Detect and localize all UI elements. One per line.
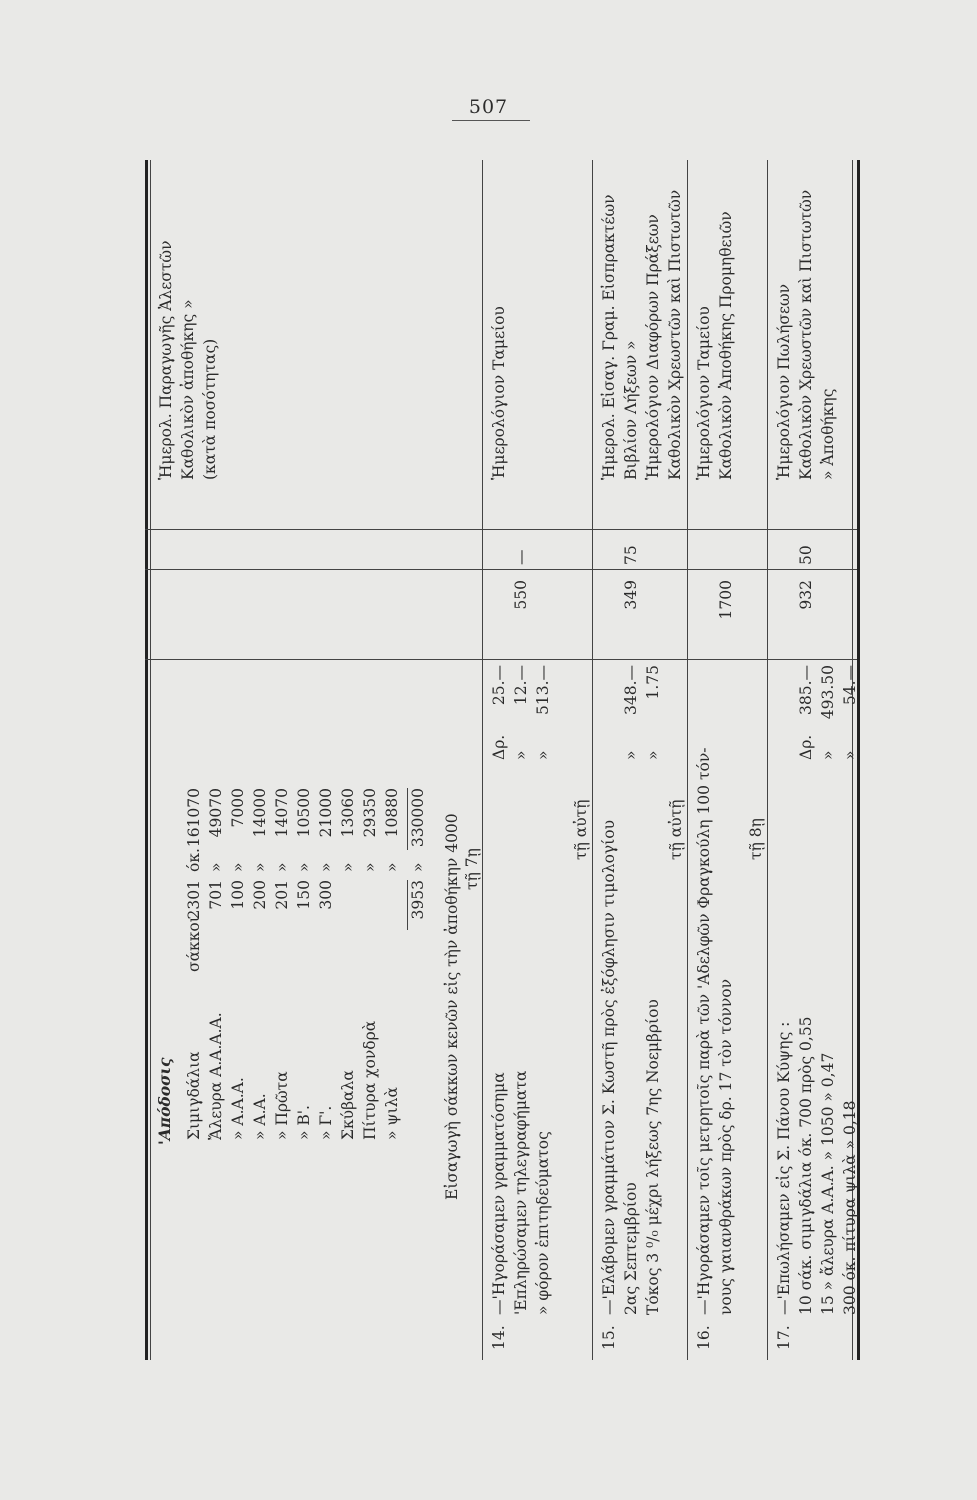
goods-okes: 7000 [229, 788, 247, 828]
entry-line-currency: Δρ. [490, 734, 508, 760]
entry-date: τῇ αὐτῇ [572, 799, 590, 860]
entry-line-text: » φόρον ἐπιτηδεύματος [534, 1131, 552, 1315]
page-number: 507 [468, 96, 509, 118]
goods-mul: » [229, 862, 247, 872]
goods-okes: 21000 [317, 788, 335, 838]
goods-okes: 49070 [207, 788, 225, 838]
entry-account: Καθολικὸν Χρεωστῶν καὶ Πιστωτῶν [666, 189, 684, 480]
entry-total: 1700 [717, 580, 735, 620]
entry-line-currency: » [534, 750, 552, 760]
entry-account: Ἡμερολόγιον Διαφόρων Πράξεων [644, 214, 662, 480]
entry-line-amount: 12.— [512, 665, 530, 706]
entry-number: 15. [600, 1325, 618, 1350]
entry-line-text: —'Ηγοράσαμεν τοῖς μετρητοῖς παρὰ τῶν 'Αδελφῶν Φραγκούλη 100 τόν- [695, 747, 713, 1315]
entry-line-text: —'Ηγοράσαμεν γραμματόσημα [490, 1072, 508, 1315]
goods-mul: » [251, 862, 269, 872]
header-account-2: Καθολικὸν ἀποθήκης » [179, 299, 197, 480]
date-label-14: τῇ 7ῃ [463, 848, 481, 890]
column-divider-dec [145, 529, 857, 530]
entry-account: Βιβλίον Λήξεων » [622, 340, 640, 480]
entry-account: » Ἀποθήκης [819, 388, 837, 480]
entry-line-currency: » [819, 750, 837, 760]
goods-okes: 10500 [295, 788, 313, 838]
entry-number: 14. [490, 1325, 508, 1350]
goods-mul: » [295, 862, 313, 872]
goods-sacks: 100 [229, 880, 247, 910]
entry-line-text: 15 » ἄλευρα Α.Α.Α. » 1050 » 0,47 [819, 1052, 837, 1315]
entry-line-currency: » [841, 750, 859, 760]
entry-account: Καθολικὸν Ἀποθήκης Προμηθειῶν [717, 211, 735, 480]
entry-line-amount: 348.— [622, 665, 640, 716]
entry-line-text: —'Επωλήσαμεν εἰς Σ. Πάνου Κύψης : [775, 1021, 793, 1315]
entry-line-text: Τόκος 3 ⁰/₀ μέχρι λήξεως 7ης Νοεμβρίου [644, 999, 662, 1315]
goods-okes: 13060 [339, 788, 357, 838]
entry-line-text: 10 σάκ. σιμιγδάλια όκ. 700 πρὸς 0,55 [797, 1016, 815, 1315]
goods-total-okes: 330000 [409, 788, 427, 848]
entry-line-currency: » [622, 750, 640, 760]
goods-sacks: 701 [207, 880, 225, 910]
entry-date: τῇ αὐτῇ [667, 799, 685, 860]
goods-sacks: 200 [251, 880, 269, 910]
goods-name: Ἄλευρα Α.Α.Α.Α. [207, 1012, 225, 1140]
entry-line-currency: » [644, 750, 662, 760]
goods-name: Πίτυρα χονδρὰ [361, 1020, 379, 1140]
ledger-top-rule-thin [150, 160, 151, 1360]
entry-line-text: 2ας Σεπτεμβρίου [622, 1182, 640, 1315]
entry-line-amount: 54.— [841, 665, 859, 706]
goods-okes: 14000 [251, 788, 269, 838]
entry-number: 16. [695, 1325, 713, 1350]
ledger-top-rule [145, 160, 148, 1360]
entry-account: Ἡμερολ. Εἰσαγ. Γραμ. Εἰσπρακτέων [600, 194, 618, 480]
goods-okes: 10880 [383, 788, 401, 838]
column-divider-amount [145, 659, 857, 660]
goods-total-sacks: 3953 [409, 880, 427, 920]
goods-mul: όκ. [185, 848, 203, 872]
page-number-rule [452, 120, 530, 121]
okes-sum-line [407, 788, 408, 850]
entry-line-amount: 25.— [490, 665, 508, 706]
goods-mul: » [273, 862, 291, 872]
entry-account: Ἡμερολόγιον Πωλήσεων [775, 283, 793, 480]
goods-sacks: 150 [295, 880, 313, 910]
header-account-1: Ἡμερολ. Παραγωγῆς Ἀλεστῶν [157, 240, 175, 480]
header-account-3: (κατὰ ποσότητας) [201, 338, 219, 480]
goods-mul: » [361, 862, 379, 872]
goods-mul: » [339, 862, 357, 872]
entry-line-text: 300 όκ. πίτυρα ψιλὰ » 0,18 [841, 1100, 859, 1315]
entry-number: 17. [775, 1325, 793, 1350]
entry-line-text: —'Ελάβομεν γραμμάτιον Σ. Κωστῆ πρὸς ἐξόφλησιν τιμολογίου [600, 819, 618, 1315]
entry-line-text: νους γαιανθράκων πρὸς δρ. 17 τὸν τόννον [717, 978, 735, 1315]
entry-total-decimals: 50 [797, 545, 815, 565]
goods-sacks: 201 [273, 880, 291, 910]
entry-line-currency: Δρ. [797, 734, 815, 760]
entry-account: Ἡμερολόγιον Ταμείου [695, 306, 713, 480]
goods-name: Σιμιγδάλια [185, 1051, 203, 1140]
goods-name: » Α.Α.Α. [229, 1077, 247, 1140]
goods-name: » Α.Α. [251, 1093, 269, 1140]
entry-separator [687, 160, 688, 1360]
entry-line-amount: 385.— [797, 665, 815, 716]
entry-separator [767, 160, 768, 1360]
goods-name: Σκύβαλα [339, 1070, 357, 1140]
goods-okes: 161070 [185, 788, 203, 848]
column-divider-account [145, 569, 857, 570]
rotated-ledger-page [145, 160, 865, 1360]
entry-line-amount: 493.50 [819, 665, 837, 720]
import-line: Εἰσαγωγὴ σάκκων κενῶν εἰς τὴν ἀποθήκην 4000 [443, 813, 461, 1200]
goods-okes: 29350 [361, 788, 379, 838]
entry-total: 550 [512, 580, 530, 610]
entry-account: Ἡμερολόγιον Ταμείου [490, 306, 508, 480]
goods-okes: 14070 [273, 788, 291, 838]
entry-separator [482, 160, 483, 1360]
goods-mul: » [383, 862, 401, 872]
goods-total-mul: » [409, 862, 427, 872]
sacks-sum-line [407, 880, 408, 930]
goods-name: » Πρῶτα [273, 1071, 291, 1140]
goods-mul: » [317, 862, 335, 872]
entry-total: 349 [622, 580, 640, 610]
entry-account: Καθολικὸν Χρεωστῶν καὶ Πιστωτῶν [797, 189, 815, 480]
entry-line-amount: 1.75 [644, 665, 662, 700]
entry-line-currency: » [512, 750, 530, 760]
goods-sacks: 2301 [185, 880, 203, 920]
entry-line-text: 'Επληρώσαμεν τηλεγραφήματα [512, 1070, 530, 1315]
goods-unit: σάκκοι [185, 916, 203, 972]
goods-name: » ψιλὰ [383, 1087, 401, 1140]
production-header: 'Απόδοσις [155, 1057, 174, 1145]
entry-separator [592, 160, 593, 1360]
goods-name: » Β'. [295, 1105, 313, 1140]
entry-total-decimals: — [512, 549, 530, 565]
entry-total: 932 [797, 580, 815, 610]
goods-sacks: 300 [317, 880, 335, 910]
entry-line-amount: 513.— [534, 665, 552, 716]
goods-mul: » [207, 862, 225, 872]
entry-date: τῇ 8ῃ [747, 818, 765, 860]
goods-name: » Γ'. [317, 1105, 335, 1140]
entry-total-decimals: 75 [622, 545, 640, 565]
